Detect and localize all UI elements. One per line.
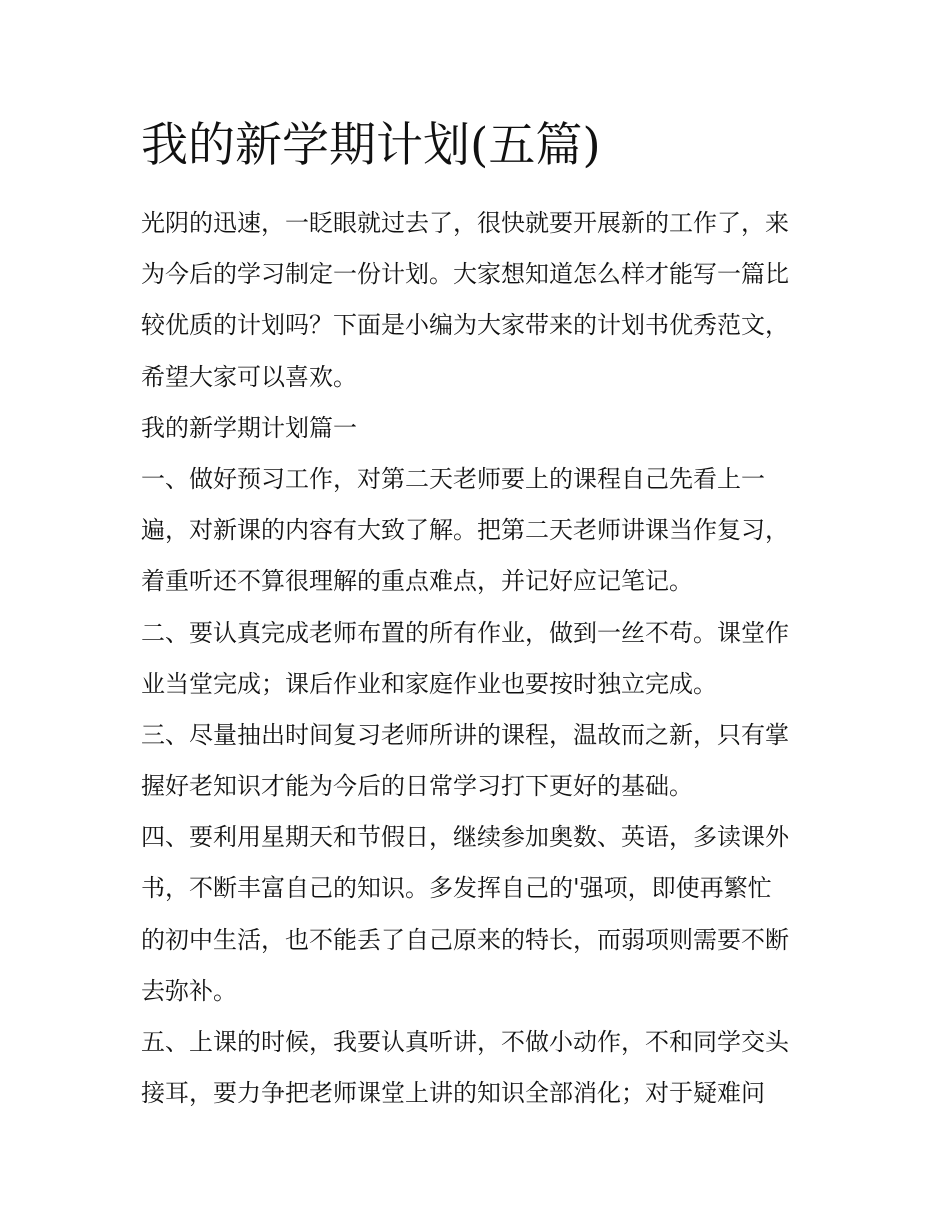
paragraph-line: 去弥补。 (141, 976, 237, 1005)
paragraph-line: 握好老知识才能为今后的日常学习打下更好的基础。 (141, 772, 693, 801)
document-title: 我的新学期计划(五篇) (141, 118, 601, 173)
paragraph-line: 较优质的计划吗？下面是小编为大家带来的计划书优秀范文， (141, 311, 789, 340)
paragraph-line: 二、要认真完成老师布置的所有作业，做到一丝不苟。课堂作 (141, 618, 789, 647)
paragraph-line: 书，不断丰富自己的知识。多发挥自己的'强项，即使再繁忙 (141, 874, 772, 903)
document-body (141, 198, 813, 1119)
paragraph-line: 接耳，要力争把老师课堂上讲的知识全部消化；对于疑难问 (141, 1079, 765, 1108)
section-heading: 我的新学期计划篇一 (141, 413, 357, 442)
paragraph-line: 着重听还不算很理解的重点难点，并记好应记笔记。 (141, 567, 693, 596)
paragraph-line: 五、上课的时候，我要认真听讲，不做小动作，不和同学交头 (141, 1028, 789, 1056)
paragraph-line: 为今后的学习制定一份计划。大家想知道怎么样才能写一篇比 (141, 260, 789, 289)
paragraph-line: 希望大家可以喜欢。 (141, 362, 357, 391)
paragraph-line: 四、要利用星期天和节假日，继续参加奥数、英语，多读课外 (141, 823, 789, 852)
paragraph-line: 的初中生活，也不能丢了自己原来的特长，而弱项则需要不断 (141, 925, 789, 954)
paragraph-line: 一、做好预习工作，对第二天老师要上的课程自己先看上一 (141, 464, 765, 493)
paragraph-line: 光阴的迅速，一眨眼就过去了，很快就要开展新的工作了，来 (141, 209, 789, 237)
paragraph-line: 遍，对新课的内容有大致了解。把第二天老师讲课当作复习， (141, 516, 789, 545)
paragraph-line: 三、尽量抽出时间复习老师所讲的课程，温故而之新，只有掌 (141, 720, 789, 749)
paragraph-line: 业当堂完成；课后作业和家庭作业也要按时独立完成。 (141, 669, 717, 698)
